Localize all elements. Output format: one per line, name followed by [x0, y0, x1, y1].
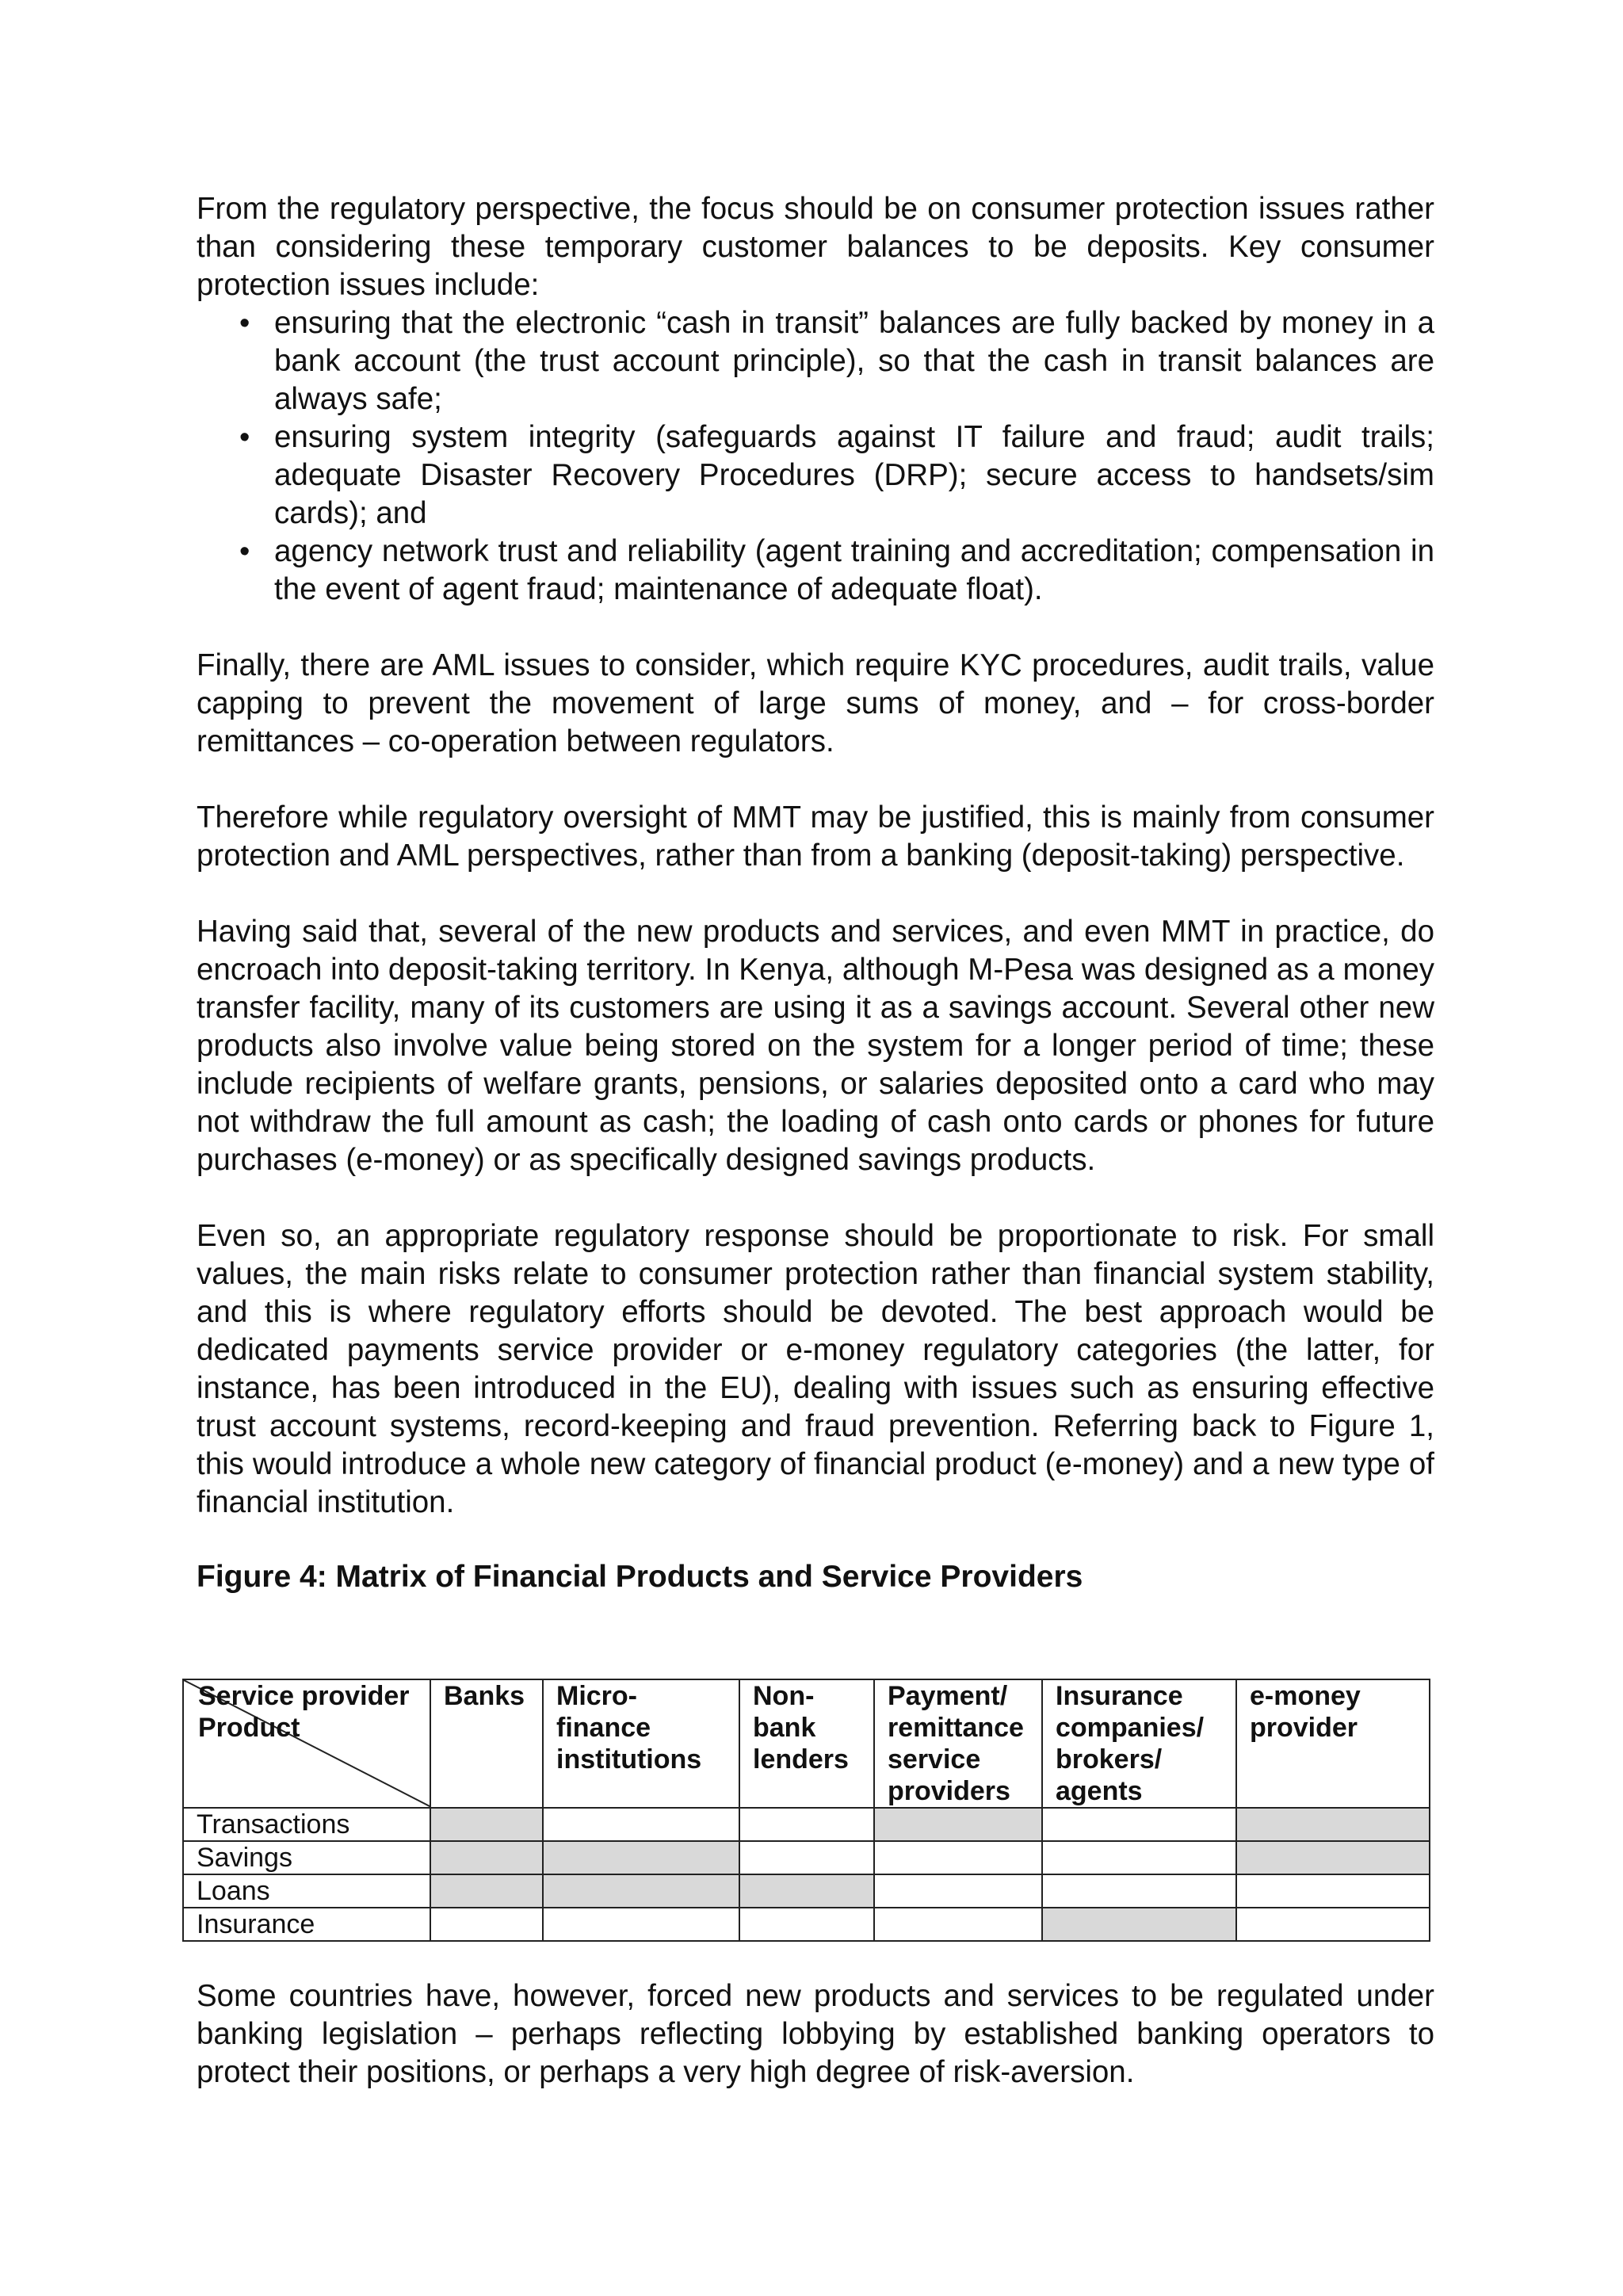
consumer-protection-list: [197, 304, 1434, 609]
shaded-cell: [1042, 1908, 1236, 1941]
empty-cell: [1236, 1874, 1430, 1908]
column-header: Insurance companies/ brokers/ agents: [1042, 1679, 1236, 1808]
paragraph-closing: Some countries have, however, forced new products and services to be regulated under banking legislation – perhaps reflecting lobbying by established banking operators to protect their positions, or perhaps a very high degree of risk-aversion.: [197, 1979, 1434, 2089]
table-row: [183, 1908, 1430, 1941]
empty-cell: [1236, 1908, 1430, 1941]
paragraph-oversight: Therefore while regulatory oversight of MMT may be justified, this is mainly from consumer protection and AML perspectives, rather than from a banking (deposit-taking) perspective.: [197, 800, 1434, 873]
paragraph-aml: Finally, there are AML issues to consider, which require KYC procedures, audit trails, value capping to prevent the movement of large sums of money, and – for cross-border remittances – co-operation between regulators.: [197, 648, 1434, 758]
document-body: [197, 190, 1434, 1596]
row-label: Insurance: [183, 1908, 430, 1941]
empty-cell: [874, 1908, 1042, 1941]
figure-title: Figure 4: Matrix of Financial Products and Service Providers: [197, 1560, 1083, 1594]
column-header: Non- bank lenders: [739, 1679, 874, 1808]
paragraph-proportionate-risk: Even so, an appropriate regulatory response should be proportionate to risk. For small values, the main risks relate to consumer protection rather than financial system stability, and this is where regulatory efforts should be devoted. The best approach would be dedicated payments service provider or e-money regulatory categories (the latter, for instance, has been introduced in the EU), dealing with issues such as ensuring effective trust account systems, record-keeping and fraud prevention. Referring back to Figure 1, this would introduce a whole new category of financial product (e-money) and a new type of financial institution.: [197, 1219, 1434, 1519]
shaded-cell: [1236, 1841, 1430, 1874]
empty-cell: [1042, 1841, 1236, 1874]
table-header-row: [183, 1679, 1430, 1808]
corner-header-cell: [183, 1679, 430, 1808]
row-label: Transactions: [183, 1808, 430, 1841]
empty-cell: [543, 1808, 739, 1841]
list-item: • ensuring that the electronic “cash in transit” balances are fully backed by money in a bank account (the trust account principle), so that the cash in transit balances are always safe;: [197, 304, 1434, 418]
table-row: [183, 1808, 1430, 1841]
list-item: • agency network trust and reliability (agent training and accreditation; compensation in the event of agent fraud; maintenance of adequate float).: [197, 533, 1434, 609]
column-header: e-money provider: [1236, 1679, 1430, 1808]
closing-section: [197, 1977, 1434, 2092]
table-row: [183, 1874, 1430, 1908]
product-label: Product: [198, 1713, 300, 1743]
empty-cell: [1042, 1808, 1236, 1841]
empty-cell: [543, 1908, 739, 1941]
empty-cell: [1042, 1874, 1236, 1908]
column-header: Banks: [430, 1679, 543, 1808]
row-label: Savings: [183, 1841, 430, 1874]
service-provider-label: Service provider: [198, 1681, 410, 1711]
matrix-table: [182, 1679, 1430, 1942]
column-header: Payment/ remittance service providers: [874, 1679, 1042, 1808]
empty-cell: [739, 1841, 874, 1874]
shaded-cell: [543, 1841, 739, 1874]
column-header: Micro- finance institutions: [543, 1679, 739, 1808]
list-item: • ensuring system integrity (safeguards against IT failure and fraud; audit trails; adequate Disaster Recovery Procedures (DRP); secure access to handsets/sim cards); and: [197, 418, 1434, 533]
shaded-cell: [1236, 1808, 1430, 1841]
paragraph-deposit-taking: Having said that, several of the new products and services, and even MMT in practice, do encroach into deposit-taking territory. In Kenya, although M-Pesa was designed as a money transfer facility, many of its customers are using it as a savings account. Several other new products also involve value being stored on the system for a longer period of time; these include recipients of welfare grants, pensions, or salaries deposited onto a card who may not withdraw the full amount as cash; the loading of cash onto cards or phones for future purchases (e-money) or as specifically designed savings products.: [197, 915, 1434, 1177]
table-row: [183, 1841, 1430, 1874]
shaded-cell: [874, 1808, 1042, 1841]
empty-cell: [874, 1874, 1042, 1908]
shaded-cell: [430, 1841, 543, 1874]
shaded-cell: [739, 1874, 874, 1908]
shaded-cell: [430, 1808, 543, 1841]
shaded-cell: [543, 1874, 739, 1908]
matrix-body: [183, 1808, 1430, 1941]
empty-cell: [739, 1808, 874, 1841]
shaded-cell: [430, 1874, 543, 1908]
empty-cell: [430, 1908, 543, 1941]
intro-paragraph: From the regulatory perspective, the focus should be on consumer protection issues rather than considering these temporary customer balances to be deposits. Key consumer protection issues include:: [197, 192, 1434, 302]
empty-cell: [874, 1841, 1042, 1874]
matrix-figure: [182, 1679, 1429, 1942]
row-label: Loans: [183, 1874, 430, 1908]
empty-cell: [739, 1908, 874, 1941]
